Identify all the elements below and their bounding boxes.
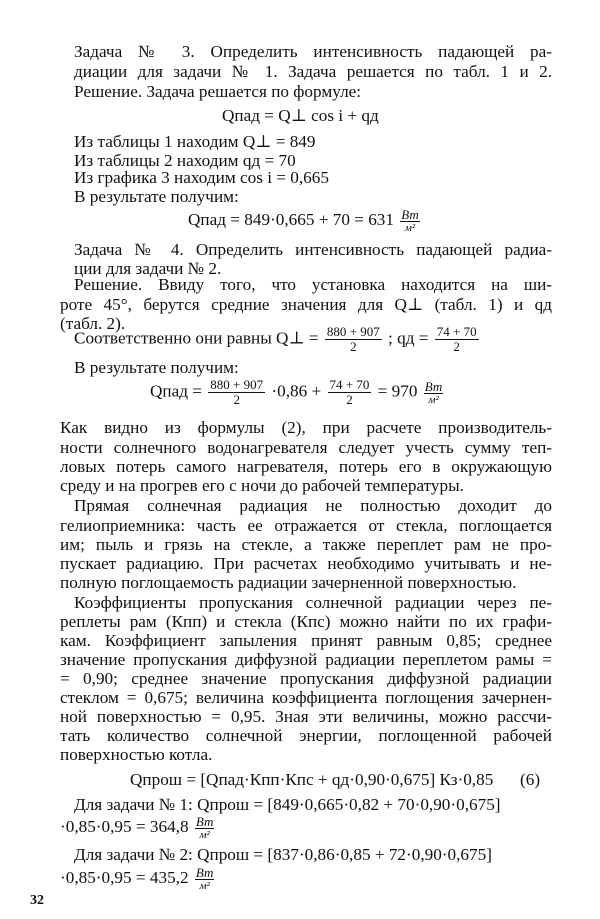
p3-line-6: стеклом = 0,675; величина коэффициента поглощения зачернен- <box>60 688 552 707</box>
avg-qd-den: 2 <box>453 339 460 354</box>
task3-formula: Qпад = Q⊥ cos i + qд <box>222 106 379 125</box>
t4-unit <box>424 380 444 406</box>
p2-line-5: полную поглощаемость радиации зачерненной поверхностью. <box>60 573 517 592</box>
p3-line-9: поверхностью котла. <box>60 745 213 764</box>
task4-averages <box>74 325 481 354</box>
t4-fraction-1 <box>208 378 265 407</box>
calc2-line-2 <box>60 866 214 892</box>
avg-mid: ; qд = <box>388 328 429 348</box>
avg-qd-num: 74 + 70 <box>436 324 477 339</box>
calc1-unit-den: м² <box>199 829 210 841</box>
calc1-line-1: Для задачи № 1: Qпрош = [849·0,665·0,82 + 70·0,90·0,675] <box>74 795 501 814</box>
task3-unit-num: Вт <box>401 207 419 222</box>
p3-line-3: кам. Коэффициент запыления принят равным 0,85; среднее <box>60 631 552 650</box>
task3-line-1: Задача № 3. Определить интенсивность падающей ра- <box>74 42 552 61</box>
avg-prefix: Соответственно они равны Q⊥ = <box>74 328 319 348</box>
t4-end: = 970 <box>377 381 418 401</box>
page-number: 32 <box>30 893 44 908</box>
calc2-line-1: Для задачи № 2: Qпрош = [837·0,86·0,85 + 72·0,90·0,675] <box>74 845 492 864</box>
task3-result-text: Qпад = 849·0,665 + 70 = 631 <box>188 209 394 229</box>
task4-result-label: В результате получим: <box>74 358 239 377</box>
task4-line-3: Решение. Ввиду того, что установка находится на ши- <box>74 275 552 294</box>
task4-line-5: (табл. 2). <box>60 314 126 333</box>
task3-unit-den: м² <box>404 222 416 234</box>
avg-qd-fraction <box>435 325 479 354</box>
task4-line-1: Задача № 4. Определить интенсивность падающей радиа- <box>74 240 552 259</box>
formula-6: Qпрош = [Qпад·Кпп·Кпс + qд·0,90·0,675] Кз·0,85 <box>130 770 494 789</box>
calc1-unit-num: Вт <box>195 814 214 829</box>
p1-line-1: Как видно из формулы (2), при расчете производитель- <box>60 418 552 437</box>
p3-line-4: значение пропускания диффузной радиации переплетом рамы = <box>60 650 552 669</box>
calc2-unit-num: Вт <box>195 865 214 880</box>
p2-line-4: пускает радиацию. При расчетах необходимо учитывать и не- <box>60 554 552 573</box>
t4-f2-num: 74 + 70 <box>329 377 370 392</box>
t4-unit-den: м² <box>428 393 439 406</box>
task4-line-4: роте 45°, берутся средние значения для Q⊥ (табл. 1) и qд <box>60 295 552 314</box>
t4-f1-den: 2 <box>233 392 240 407</box>
t4-f2-den: 2 <box>346 392 353 407</box>
p1-line-4: среду и на прогрев его с ночи до рабочей температуры. <box>60 476 464 495</box>
calc1-result: ·0,85·0,95 = 364,8 <box>60 816 189 836</box>
task3-given-4: В результате получим: <box>74 187 239 206</box>
t4-f1-num: 880 + 907 <box>210 377 264 392</box>
task3-line-2: диации для задачи № 1. Задача решается по табл. 1 и 2. <box>74 62 552 81</box>
task4-line-2: ции для задачи № 2. <box>74 259 222 278</box>
t4-fraction-2 <box>328 378 372 407</box>
p3-line-2: реплеты рам (Кпп) и стекла (Кпс) можно найти по их графи- <box>60 612 552 631</box>
p2-line-3: им; пыль и грязь на стекле, а также переплет рам не про- <box>60 535 552 554</box>
p1-line-2: ности солнечного водонагревателя следует учесть сумму теп- <box>60 438 552 457</box>
task3-result-unit <box>400 208 420 234</box>
p3-line-5: = 0,90; среднее значение пропускания диффузной радиации <box>60 669 552 688</box>
avg-q-fraction <box>325 325 382 354</box>
task3-line-3: Решение. Задача решается по формуле: <box>74 82 362 101</box>
calc1-line-2 <box>60 815 214 841</box>
avg-q-num: 880 + 907 <box>326 324 380 339</box>
calc2-unit <box>195 866 215 892</box>
p1-line-3: ловых потерь самого нагревателя, потерь его в окружающую <box>60 457 552 476</box>
task4-result <box>150 378 443 407</box>
p3-line-7: ной поверхностью = 0,95. Зная эти величины, можно рассчи- <box>60 707 552 726</box>
task3-result <box>188 208 420 234</box>
task3-given-1: Из таблицы 1 находим Q⊥ = 849 <box>74 132 316 151</box>
task3-given-2: Из таблицы 2 находим qд = 70 <box>74 151 296 170</box>
t4-prefix: Qпад = <box>150 381 202 401</box>
calc2-result: ·0,85·0,95 = 435,2 <box>60 867 189 887</box>
task3-given-3: Из графика 3 находим cos i = 0,665 <box>74 168 329 187</box>
calc2-unit-den: м² <box>199 880 210 892</box>
avg-q-den: 2 <box>350 339 357 354</box>
formula-6-number: (6) <box>520 770 541 789</box>
calc1-unit <box>195 815 215 841</box>
t4-unit-num: Вт <box>424 378 443 394</box>
p2-line-1: Прямая солнечная радиация не полностью доходит до <box>74 496 552 515</box>
p3-line-8: тать количество солнечной энергии, поглощенной рабочей <box>60 726 552 745</box>
p2-line-2: гелиоприемника: часть ее отражается от стекла, поглощается <box>60 516 552 535</box>
p3-line-1: Коэффициенты пропускания солнечной радиации через пе- <box>74 593 552 612</box>
t4-mid: ·0,86 + <box>271 381 322 401</box>
